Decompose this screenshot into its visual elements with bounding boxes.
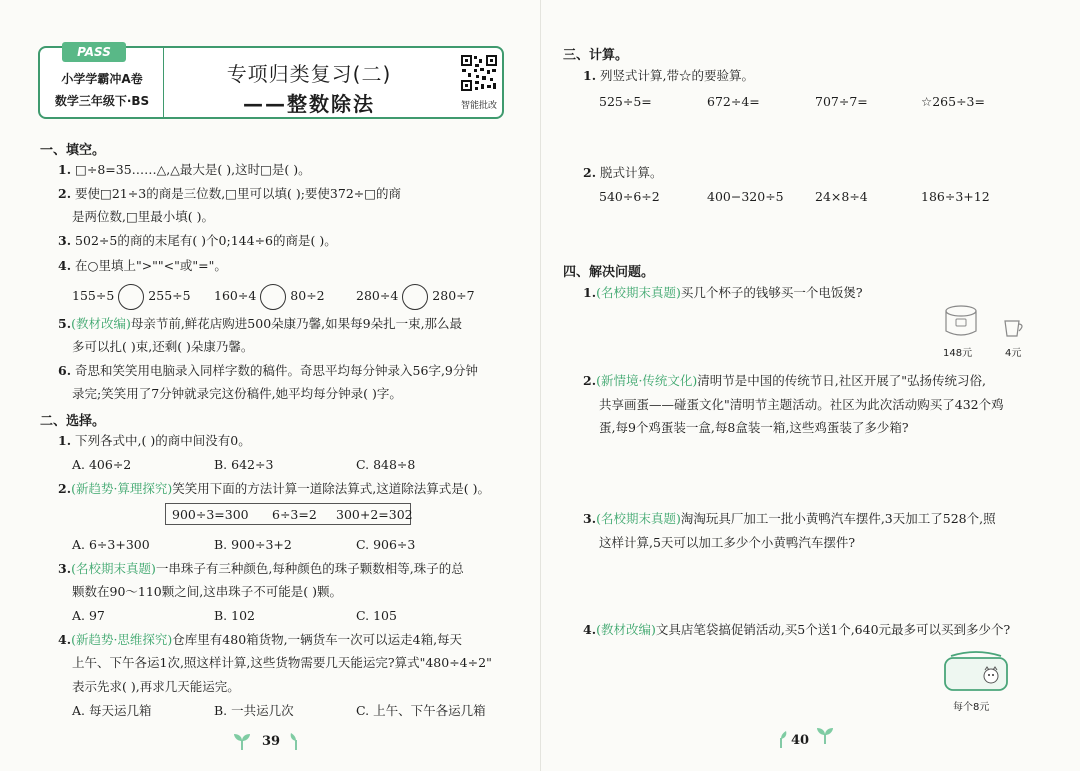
question-number: 2. xyxy=(583,373,597,388)
section2-heading: 二、选择。 xyxy=(40,414,106,429)
pencil-case-icon xyxy=(941,646,1011,694)
question-text: 奇思和笑笑用电脑录入同样字数的稿件。奇思平均每分钟录入56字,9分钟 xyxy=(75,363,478,378)
question-number: 2. xyxy=(58,481,72,496)
method-step-3: 300+2=302 xyxy=(336,507,413,522)
option-b[interactable]: B. 102 xyxy=(214,608,255,623)
expr-right: 255÷5 xyxy=(148,288,191,303)
s2-q4-line3: 表示先求( ),再求几天能运完。 xyxy=(72,679,240,694)
series-box xyxy=(40,45,164,117)
question-number: 2. xyxy=(58,186,72,201)
compare-circle[interactable] xyxy=(118,284,144,310)
s4-q2 xyxy=(583,373,986,389)
option-a[interactable]: A. 406÷2 xyxy=(72,457,132,472)
compare-circle[interactable] xyxy=(402,284,428,310)
s1-q1 xyxy=(58,162,311,178)
question-number: 2. xyxy=(583,165,597,180)
calc-item: 707÷7= xyxy=(815,94,868,109)
series-grade: 数学三年级下·BS xyxy=(54,94,150,108)
section3-heading: 三、计算。 xyxy=(563,48,629,63)
s2-q4 xyxy=(58,632,462,648)
question-number: 1. xyxy=(583,285,597,300)
compare-pair-2 xyxy=(214,283,325,310)
sprout-icon xyxy=(284,732,308,750)
question-text: 文具店笔袋搞促销活动,买5个送1个,640元最多可以买到多少个? xyxy=(655,622,1011,637)
question-text: 下列各式中,( )的商中间没有0。 xyxy=(75,433,251,448)
series-title: 小学学霸冲A卷 xyxy=(61,72,143,86)
price-cup: 4元 xyxy=(1005,348,1022,359)
question-number: 6. xyxy=(58,363,72,378)
question-tag: (教材改编) xyxy=(596,622,656,637)
method-step-2: 6÷3=2 xyxy=(272,507,317,522)
page-subtitle: ——整数除法 xyxy=(243,92,375,116)
rice-cooker-icon xyxy=(943,303,979,339)
question-text: 淘淘玩具厂加工一批小黄鸭汽车摆件,3天加工了528个,照 xyxy=(680,511,996,526)
page-title: 专项归类复习(二) xyxy=(226,62,392,86)
s1-q2 xyxy=(58,186,401,202)
option-c[interactable]: C. 上午、下午各运几箱 xyxy=(356,703,486,718)
s4-q3-line2: 这样计算,5天可以加工多少个小黄鸭汽车摆件? xyxy=(599,535,856,550)
qr-label: 智能批改 xyxy=(460,101,497,111)
s2-q3 xyxy=(58,561,464,577)
sprout-icon xyxy=(769,730,793,748)
question-tag: (新趋势·算理探究) xyxy=(71,481,173,496)
question-number: 4. xyxy=(58,632,72,647)
option-c[interactable]: C. 848÷8 xyxy=(356,457,416,472)
calc-item: 672÷4= xyxy=(707,94,760,109)
section4-heading: 四、解决问题。 xyxy=(563,265,655,280)
s1-q2-line2: 是两位数,□里最小填( )。 xyxy=(72,209,215,224)
question-tag: (名校期末真题) xyxy=(71,561,156,576)
question-number: 3. xyxy=(58,561,72,576)
cup-icon xyxy=(1003,318,1027,338)
question-text: 502÷5的商的末尾有( )个0;144÷6的商是( )。 xyxy=(75,233,337,248)
question-text: 列竖式计算,带☆的要验算。 xyxy=(600,68,755,83)
pass-logo: PASS xyxy=(62,42,126,62)
s1-q3 xyxy=(58,233,337,249)
option-a[interactable]: A. 97 xyxy=(72,608,105,623)
s4-q3 xyxy=(583,511,996,527)
question-text: 仓库里有480箱货物,一辆货车一次可以运走4箱,每天 xyxy=(172,632,463,647)
question-tag: (教材改编) xyxy=(71,316,131,331)
method-box xyxy=(165,503,411,525)
compare-circle[interactable] xyxy=(260,284,286,310)
question-tag: (新情境·传统文化) xyxy=(596,373,698,388)
option-c[interactable]: C. 906÷3 xyxy=(356,537,416,552)
option-a[interactable]: A. 6÷3+300 xyxy=(72,537,150,552)
question-text: 一串珠子有三种颜色,每种颜色的珠子颗数相等,珠子的总 xyxy=(155,561,464,576)
sprout-icon xyxy=(813,726,837,744)
worksheet-header xyxy=(38,46,504,119)
expr-left: 280÷4 xyxy=(356,288,399,303)
s3-q1 xyxy=(583,68,754,84)
s3-q2 xyxy=(583,165,663,181)
option-a[interactable]: A. 每天运几箱 xyxy=(72,703,152,718)
s2-q4-line2: 上午、下午各运1次,照这样计算,这些货物需要几天能运完?算式"480÷4÷2" xyxy=(72,655,492,670)
question-text: 笑笑用下面的方法计算一道除法算式,这道除法算式是( )。 xyxy=(172,481,490,496)
question-text: 脱式计算。 xyxy=(600,165,663,180)
expr-left: 155÷5 xyxy=(72,288,115,303)
calc-item: 540÷6÷2 xyxy=(599,189,660,204)
expr-right: 280÷7 xyxy=(432,288,475,303)
option-b[interactable]: B. 一共运几次 xyxy=(214,703,294,718)
question-text: □÷8=35……△,△最大是( ),这时□是( )。 xyxy=(75,162,311,177)
calc-item: 525÷5= xyxy=(599,94,652,109)
question-number: 1. xyxy=(58,162,72,177)
option-b[interactable]: B. 900÷3+2 xyxy=(214,537,292,552)
s4-q2-line3: 蛋,每9个鸡蛋装一盒,每8盒装一箱,这些鸡蛋装了多少箱? xyxy=(599,420,909,435)
calc-item: 24×8÷4 xyxy=(815,189,868,204)
s4-q2-line2: 共享画蛋——碰蛋文化"清明节主题活动。社区为此次活动购买了432个鸡 xyxy=(599,397,1004,412)
expr-left: 160÷4 xyxy=(214,288,257,303)
option-b[interactable]: B. 642÷3 xyxy=(214,457,274,472)
s1-q6-line2: 录完;笑笑用了7分钟就录完这份稿件,她平均每分钟录( )字。 xyxy=(72,386,402,401)
question-tag: (名校期末真题) xyxy=(596,511,681,526)
question-number: 4. xyxy=(583,622,597,637)
question-text: 买几个杯子的钱够买一个电饭煲? xyxy=(680,285,863,300)
question-number: 3. xyxy=(583,511,597,526)
question-number: 5. xyxy=(58,316,72,331)
s1-q5 xyxy=(58,316,462,332)
question-number: 1. xyxy=(583,68,597,83)
compare-pair-3 xyxy=(356,283,475,310)
s2-q3-line2: 颗数在90～110颗之间,这串珠子不可能是( )颗。 xyxy=(72,584,342,599)
calc-item: 186÷3+12 xyxy=(921,189,990,204)
question-tag: (名校期末真题) xyxy=(596,285,681,300)
page-number-right: 40 xyxy=(791,733,810,748)
compare-pair-1 xyxy=(72,283,191,310)
question-text: 在○里填上">""<"或"="。 xyxy=(75,258,227,273)
question-text: 清明节是中国的传统节日,社区开展了"弘扬传统习俗, xyxy=(697,373,986,388)
question-number: 3. xyxy=(58,233,72,248)
calc-item-verify: ☆265÷3= xyxy=(921,94,985,109)
calc-item: 400−320÷5 xyxy=(707,189,784,204)
s1-q6 xyxy=(58,363,478,379)
page-number-left: 39 xyxy=(262,734,281,749)
section1-heading: 一、填空。 xyxy=(40,143,106,158)
option-c[interactable]: C. 105 xyxy=(356,608,397,623)
question-number: 4. xyxy=(58,258,72,273)
price-rice-cooker: 148元 xyxy=(943,348,973,359)
s2-q2 xyxy=(58,481,490,497)
price-pencil-case: 每个8元 xyxy=(953,702,990,713)
question-text: 要使□21÷3的商是三位数,□里可以填( );要使372÷□的商 xyxy=(75,186,402,201)
question-tag: (新趋势·思维探究) xyxy=(71,632,173,647)
s4-q1 xyxy=(583,285,863,301)
expr-right: 80÷2 xyxy=(290,288,325,303)
sprout-icon xyxy=(230,732,254,750)
right-page xyxy=(540,0,1080,771)
method-step-1: 900÷3=300 xyxy=(172,507,249,522)
s1-q4 xyxy=(58,258,227,274)
s4-q4 xyxy=(583,622,1010,638)
qr-code-icon[interactable] xyxy=(460,54,498,92)
s2-q1 xyxy=(58,433,251,449)
question-number: 1. xyxy=(58,433,72,448)
question-text: 母亲节前,鲜花店购进500朵康乃馨,如果每9朵扎一束,那么最 xyxy=(130,316,463,331)
s1-q5-line2: 多可以扎( )束,还剩( )朵康乃馨。 xyxy=(72,339,254,354)
